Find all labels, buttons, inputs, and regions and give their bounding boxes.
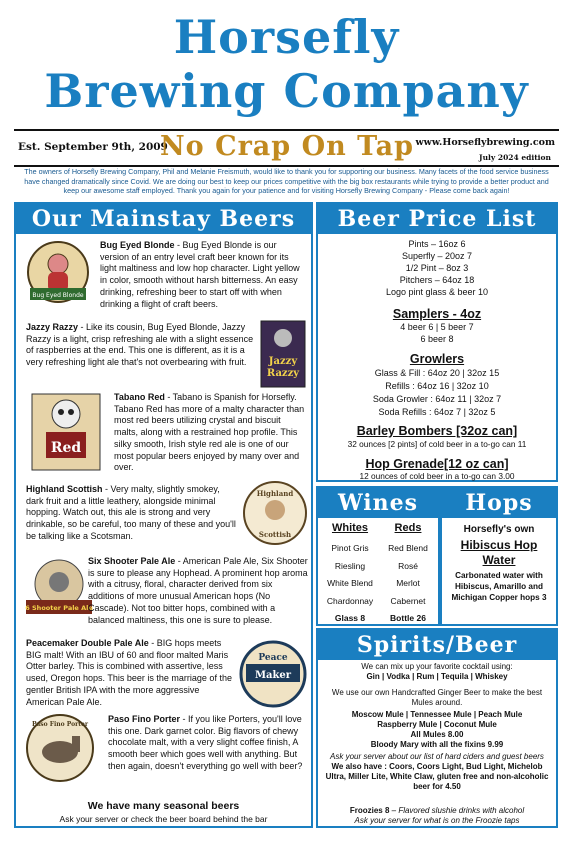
- peace-logo-bottom: Maker: [254, 670, 292, 681]
- spirits-header: Spirits/Beer: [318, 630, 556, 660]
- highland-logo-bottom: Scottish: [258, 530, 292, 539]
- bombers-line: 32 ounces [2 pints] of cold beer in a to-go can 11: [347, 439, 527, 449]
- wine-item: Red Blend: [388, 543, 428, 553]
- beer-item-paso-fino-porter: [108, 714, 308, 773]
- price-line: Logo pint glass & beer 10: [385, 287, 489, 297]
- samplers-line: 6 beer 8: [420, 334, 454, 344]
- tabano-logo-text: Red: [50, 440, 82, 456]
- six-shooter-logo-icon: [24, 556, 94, 620]
- beer-item-jazzy-razzy: [26, 322, 254, 369]
- mules-price: All Mules 8.00: [410, 730, 464, 739]
- wine-item: Pinot Gris: [331, 543, 369, 553]
- website-link[interactable]: www.Horseflybrewing.com: [415, 137, 555, 148]
- beer-name: Highland Scottish: [26, 484, 103, 494]
- beer-item-peacemaker: [26, 638, 234, 708]
- wines-header: Wines: [318, 488, 438, 518]
- wine-bottle-price: Bottle 26: [390, 613, 426, 623]
- hops-panel: [440, 486, 558, 626]
- wine-item: Chardonnay: [326, 595, 374, 606]
- jazzy-logo-bottom: Razzy: [266, 368, 300, 379]
- price-line: Pitchers – 64oz 18: [399, 275, 475, 285]
- froozies-note: Ask your server for what is on the Froozie taps: [354, 816, 520, 825]
- also-line: We also have : Coors, Coors Light, Bud Light, Michelob Ultra, Miller Lite, White Claw, gluten free and non-alcoholic beer for 4.50: [325, 762, 549, 791]
- mules-line: Raspberry Mule | Coconut Mule: [377, 720, 497, 729]
- whites-title: Whites: [331, 522, 369, 534]
- samplers-title: Samplers - 4oz: [392, 307, 482, 321]
- bombers-title: Barley Bombers [32oz can]: [356, 424, 518, 438]
- beer-item-six-shooter: [88, 556, 310, 626]
- mix-line: We can mix up your favorite cocktail using:: [361, 662, 513, 671]
- paso-fino-porter-logo-icon: [24, 712, 96, 784]
- beer-name: Bug Eyed Blonde: [100, 240, 175, 250]
- beer-item-bug-eyed-blonde: [100, 240, 306, 310]
- reds-title: Reds: [394, 522, 422, 534]
- price-line: Pints – 16oz 6: [408, 239, 466, 249]
- beer-name: Six Shooter Pale Ale: [88, 556, 176, 566]
- edition-label: July 2024 edition: [479, 153, 551, 162]
- growlers-title: Growlers: [409, 352, 465, 366]
- ask-line: Ask your server about our list of hard ciders and guest beers: [330, 752, 544, 761]
- spirits-beer-panel: [316, 628, 558, 828]
- seasonal-title: We have many seasonal beers: [87, 800, 240, 812]
- spirits-list: Gin | Vodka | Rum | Tequila | Whiskey: [366, 672, 508, 681]
- beer-desc: - BIG hops meets BIG malt! With an IBU of 60 and floor malted Maris Otter barley. This is combined with assertive, less used, Oregon hops. This beer is the marriage of the gentler British IPA with the more aggressive American Pale Ale.: [26, 638, 232, 707]
- peacemaker-logo-icon: [238, 638, 308, 710]
- froozies-label: Froozies 8: [349, 806, 390, 815]
- six-logo-text: 6 Shooter Pale Ale: [25, 604, 93, 612]
- tabano-red-logo-icon: [30, 392, 102, 472]
- froozies-line: [322, 806, 552, 816]
- beer-item-tabano-red: [114, 392, 306, 474]
- wine-item: White Blend: [327, 578, 373, 588]
- ginger-line: We use our own Handcrafted Ginger Beer to make the best Mules around.: [331, 688, 543, 707]
- jazzy-logo-top: Jazzy: [268, 356, 298, 367]
- established-date: Est. September 9th, 2009: [18, 141, 168, 153]
- beer-price-list-panel: [316, 202, 558, 482]
- mainstay-header: Our Mainstay Beers: [16, 204, 311, 234]
- hops-title1: Horsefly's own: [463, 524, 535, 535]
- growler-line: Soda Growler : 64oz 11 | 32oz 7: [372, 394, 502, 404]
- wine-glass-price: Glass 8: [334, 613, 366, 623]
- wine-item: Riesling: [334, 560, 366, 571]
- wines-panel: [316, 486, 440, 626]
- hops-title2: Hibiscus Hop Water: [460, 538, 538, 567]
- beer-name: Paso Fino Porter: [108, 714, 181, 724]
- beer-desc: - Tabano is Spanish for Horsefly. Tabano Red has more of a malty character than most red beers utilizing crystal and biscuit malts, along with a restrained hop profile. This silky smooth, Irish style red ale is one of our most popular beers enjoyed by many over and over.: [114, 392, 305, 473]
- peace-logo-top: Peace: [258, 653, 288, 663]
- mainstay-beers-panel: [14, 202, 313, 828]
- paso-logo-text: Paso Fino Porter: [32, 721, 88, 728]
- beer-desc: - Like its cousin, Bug Eyed Blonde, Jazzy Razzy is a light, crisp refreshing ale with a slight essence of raspberries at the end. This one is different, as it is a very refreshing light ale that's not overbearing with fruit.: [26, 322, 254, 368]
- grenade-title: Hop Grenade[12 oz can]: [365, 457, 509, 471]
- price-line: 1/2 Pint – 8oz 3: [405, 263, 469, 273]
- growler-line: Soda Refills : 64oz 7 | 32oz 5: [378, 407, 496, 417]
- brand-title-line1: Horsefly: [173, 10, 400, 64]
- grenade-line: 12 ounces of cold beer in a to-go can 3.00: [359, 471, 515, 481]
- price-list-header: Beer Price List: [318, 204, 556, 234]
- hops-header: Hops: [442, 488, 556, 518]
- wine-item: Rosé: [398, 560, 418, 571]
- beer-name: Peacemaker Double Pale Ale: [26, 638, 149, 648]
- wine-item: Cabernet: [390, 595, 426, 606]
- samplers-line: 4 beer 6 | 5 beer 7: [400, 322, 474, 332]
- highland-logo-top: Highland: [256, 489, 294, 498]
- froozies-desc: – Flavored slushie drinks with alcohol: [389, 806, 525, 815]
- price-line: Superfly – 20oz 7: [401, 251, 473, 261]
- beer-item-highland-scottish: [26, 484, 236, 543]
- beer-desc: - Very malty, slightly smokey, dark fruit and a little leathery, alongside minimal hopping. Watch out, this ale is strong and very drinkable, so be careful, too many of these and you'll be talking like a Scotsman.: [26, 484, 236, 541]
- mules-line: Moscow Mule | Tennessee Mule | Peach Mule: [351, 710, 523, 719]
- seasonal-note: Ask your server or check the beer board behind the bar: [59, 814, 268, 824]
- bloody-mary: Bloody Mary with all the fixins 9.99: [370, 740, 504, 749]
- growler-line: Refills : 64oz 16 | 32oz 10: [385, 381, 489, 391]
- beer-desc: - American Pale Ale, Six Shooter is sure to please any Hophead. A prominent hop aroma with a citrusy, floral, character derived from six additions of more unusual American hops (No Cascade). Not too bitter hops, combined with a balanced maltiness, this one is sure to please.: [88, 556, 308, 625]
- bug-logo-text: Bug Eyed Blonde: [32, 292, 84, 299]
- brand-title-line2: Brewing Company: [44, 64, 529, 118]
- highland-scottish-logo-icon: [242, 480, 308, 546]
- intro-text: The owners of Horsefly Brewing Company, Phil and Melanie Freismuth, would like to thank you for supporting our business. Many facets of the food service business have changed dramatically since Covid. We are doing our best to keep our prices competitive with the big box restaurants while trying to provide a better product and keep our awesome staff employed. Thank you again for your patience and for visiting Horsefly Brewing Company - Please come back again!: [24, 167, 549, 195]
- tagline: No Crap On Tap: [160, 131, 415, 162]
- bug-eyed-blonde-logo-icon: [26, 240, 90, 304]
- beer-name: Jazzy Razzy: [26, 322, 79, 332]
- whites-column: [322, 522, 378, 628]
- beer-desc: - If you like Porters, you'll love this one. Dark garnet color. Big flavors of chewy chocolate malt, with a very slight coffee finish, A smooth beer which goes well with anything. But then again, doesn't everything go well with beer?: [108, 714, 303, 771]
- jazzy-razzy-logo-icon: [260, 320, 306, 388]
- hops-desc: Carbonated water with Hibiscus, Amarillo and Michigan Copper hops 3: [451, 571, 547, 602]
- beer-desc: - Bug Eyed Blonde is our version of an entry level craft beer known for its light maltiness and low hop character. Light yellow in color, smooth without harsh bitterness. An easy drinking, refreshing beer to start off with when drinking a flight of craft beers.: [100, 240, 300, 309]
- reds-column: [380, 522, 436, 628]
- wine-item: Merlot: [396, 578, 420, 588]
- beer-name: Tabano Red: [114, 392, 165, 402]
- growler-line: Glass & Fill : 64oz 20 | 32oz 15: [374, 368, 500, 378]
